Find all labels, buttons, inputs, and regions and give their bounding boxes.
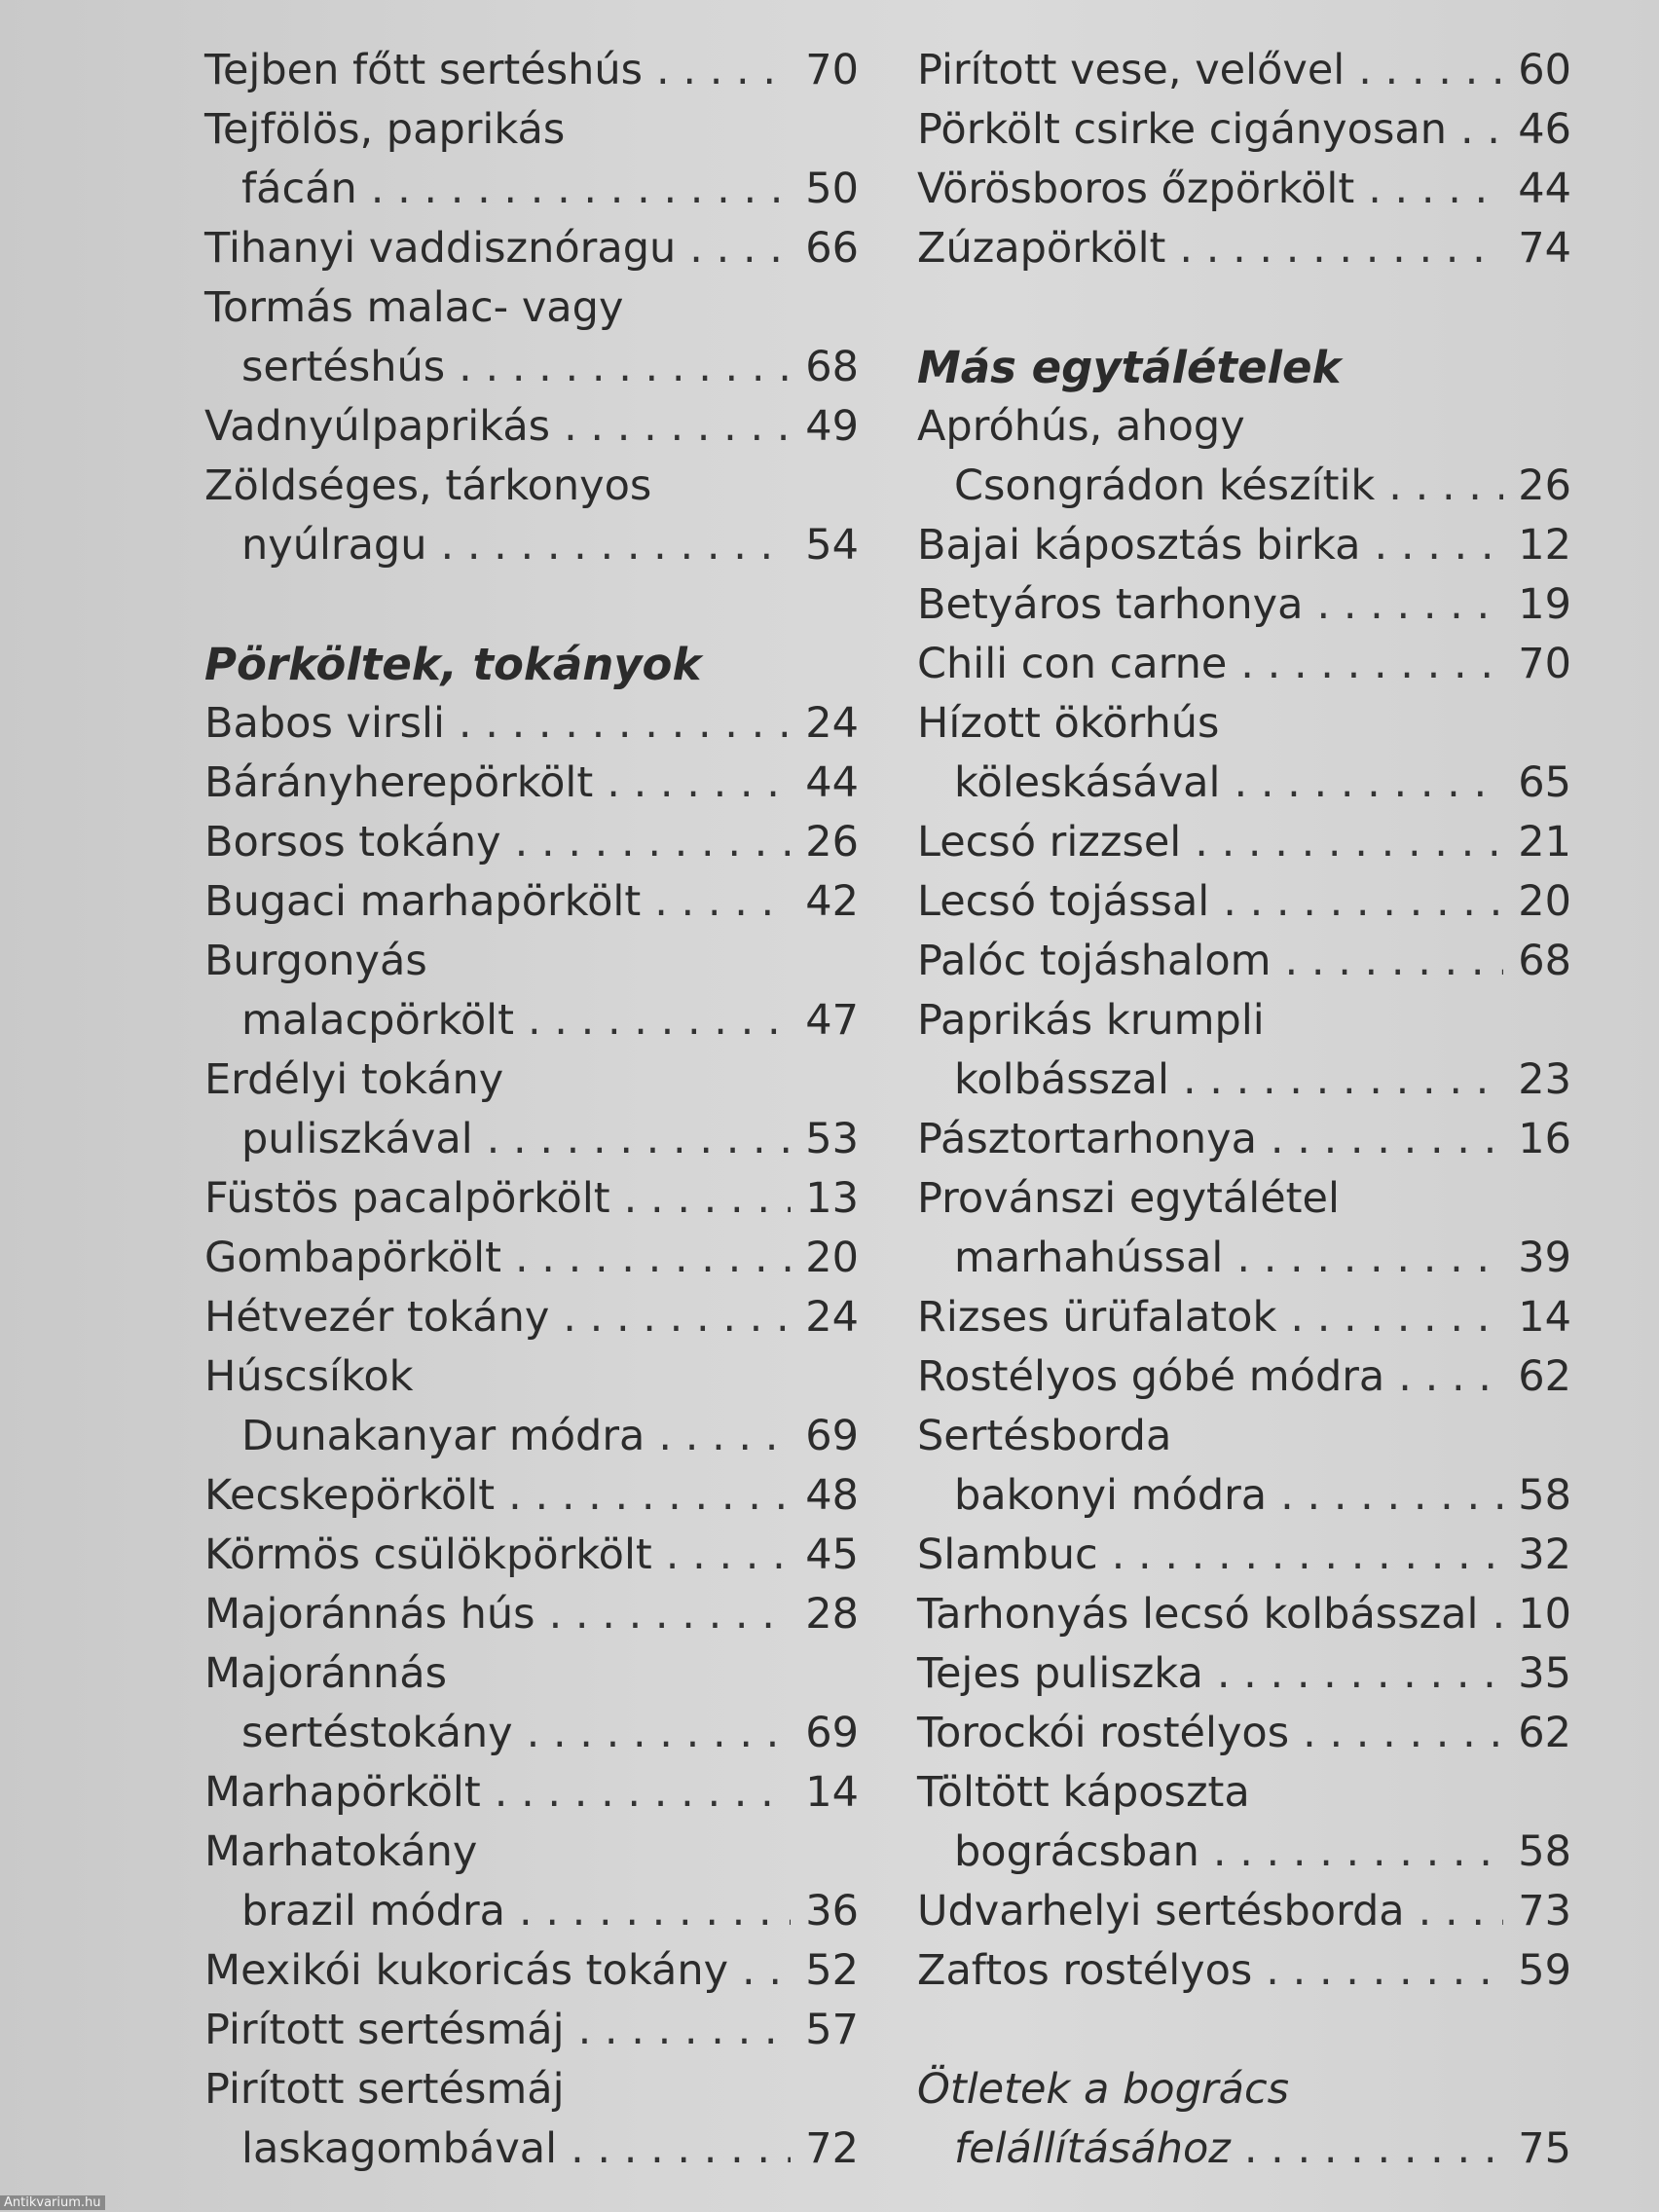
toc-entry [204,1526,859,1585]
entry-title: Burgonyás [204,937,427,985]
toc-entry [204,1169,859,1229]
entry-line [917,2120,1571,2179]
toc-entry [204,872,859,932]
entry-title: Pörkölt csirke cigányosan [917,105,1447,154]
dot-leader [571,2120,791,2179]
page-number: 36 [805,1887,859,1936]
entry-line [917,1823,1571,1882]
page-number: 52 [805,1946,859,1995]
entry-title: Rostélyos góbé módra [917,1352,1385,1401]
entry-line [204,2001,859,2060]
section-heading: Más egytálételek [917,342,1342,393]
toc-entry [204,457,859,575]
dot-leader [440,516,791,575]
entry-title: Borsos tokány [204,818,501,866]
page-number: 24 [805,699,859,748]
page-number: 32 [1518,1530,1571,1579]
page-number: 44 [805,758,859,807]
entry-title: Zúzapörkölt [917,224,1166,273]
entry-title: Torockói rostélyos [917,1709,1290,1757]
toc-entry [204,1763,859,1823]
toc-entry [917,1941,1571,2001]
dot-leader [1388,457,1503,516]
page-number: 44 [1518,165,1571,213]
page-number: 48 [805,1471,859,1520]
toc-entry [204,41,859,100]
entry-title: Pirított sertésmáj [204,2006,565,2054]
page-number: 59 [1518,1946,1571,1995]
entry-line [917,575,1571,635]
entry-title: Tormás malac- vagy [204,283,624,332]
page-number: 65 [1518,758,1571,807]
dot-leader [564,397,791,457]
dot-leader [1183,1051,1503,1110]
dot-leader [1240,635,1503,694]
page-number: 53 [805,1115,859,1163]
entry-title: Chili con carne [917,640,1228,688]
toc-entry [204,278,859,397]
entry-title: Tejben főtt sertéshús [204,46,644,94]
toc-column-left [204,41,859,2179]
entry-line [204,1526,859,1585]
toc-entry [204,397,859,457]
entry-title: Lecsó tojással [917,877,1210,926]
entry-title: Betyáros tarhonya [917,580,1304,629]
entry-title: Lecsó rizzsel [917,818,1182,866]
toc-entry [204,754,859,813]
page-number: 49 [805,402,859,451]
entry-title: Töltött káposzta [917,1768,1250,1817]
dot-leader [1213,1823,1503,1882]
toc-entry [204,1466,859,1526]
entry-title: bográcsban [954,1827,1199,1876]
entry-title: Palóc tojáshalom [917,937,1272,985]
entry-title: Paprikás krumpli [917,996,1265,1045]
entry-title: Babos virsli [204,699,445,748]
dot-leader [528,991,791,1051]
page-number: 42 [805,877,859,926]
entry-title: Slambuc [917,1530,1098,1579]
dot-leader [1236,1229,1503,1288]
entry-title: sertéstokány [241,1709,513,1757]
dot-leader [1266,1941,1503,2001]
page-number: 58 [1518,1827,1571,1876]
dot-leader [459,694,791,754]
dot-leader [515,813,791,872]
entry-line [204,991,859,1051]
dot-leader [1195,813,1503,872]
page-number: 50 [805,165,859,213]
toc-entry [204,2001,859,2060]
entry-line [917,754,1571,813]
dot-leader [578,2001,791,2060]
entry-title: malacpörkölt [241,996,514,1045]
entry-title: Zaftos rostélyos [917,1946,1253,1995]
dot-leader [689,219,791,278]
page-number: 20 [1518,877,1571,926]
entry-line [917,1763,1571,1823]
dot-leader [1285,932,1503,991]
toc-entry [204,1229,859,1288]
toc-entry [204,1644,859,1763]
entry-line [204,1407,859,1466]
entry-line [917,1882,1571,1941]
toc-entry [917,1704,1571,1763]
entry-line [204,1466,859,1526]
dot-leader [742,1941,791,2001]
dot-leader [549,1585,791,1644]
entry-line [204,457,859,516]
dot-leader [1368,160,1503,219]
entry-title: marhahússal [954,1234,1224,1282]
entry-title: Sertésborda [917,1412,1172,1460]
entry-title: Ötletek a bogrács [917,2065,1289,2114]
entry-title: sertéshús [241,343,446,391]
toc-entry [917,1526,1571,1585]
entry-line [204,872,859,932]
entry-title: Hízott ökörhús [917,699,1220,748]
entry-title: Marhatokány [204,1827,478,1876]
toc-entry [204,1941,859,2001]
entry-title: fácán [241,165,357,213]
entry-title: Gombapörkölt [204,1234,501,1282]
toc-entry [917,219,1571,278]
page-number: 23 [1518,1055,1571,1104]
page-number: 39 [1518,1234,1571,1282]
page-number: 45 [805,1530,859,1579]
entry-line [917,932,1571,991]
entry-line [204,397,859,457]
entry-title: Csongrádon készítik [954,461,1376,510]
dot-leader [495,1763,791,1823]
entry-title: Marhapörkölt [204,1768,481,1817]
page-number: 14 [1518,1293,1571,1342]
entry-title: Vörösboros őzpörkölt [917,165,1355,213]
entry-line [204,932,859,991]
toc-entry [917,1110,1571,1169]
toc-entry [204,1288,859,1347]
dot-leader [487,1110,791,1169]
toc-entry [204,1051,859,1169]
page-number: 69 [805,1709,859,1757]
dot-leader [656,41,791,100]
entry-line [204,1823,859,1882]
toc-entry [917,397,1571,516]
entry-line [204,100,859,160]
entry-line [204,1644,859,1704]
entry-title: Rizses ürüfalatok [917,1293,1277,1342]
entry-line [204,1882,859,1941]
page-number: 46 [1518,105,1571,154]
entry-title: Körmös csülökpörkölt [204,1530,652,1579]
page-number: 54 [805,521,859,570]
page-number: 26 [805,818,859,866]
entry-line [917,872,1571,932]
page-number: 69 [805,1412,859,1460]
page-number: 13 [805,1174,859,1223]
toc-entry [917,41,1571,100]
page-number: 24 [805,1293,859,1342]
entry-line [917,813,1571,872]
dot-leader [1234,754,1503,813]
toc-entry [917,1407,1571,1526]
toc-entry [917,1585,1571,1644]
dot-leader [658,1407,791,1466]
entry-line [204,160,859,219]
page-number: 47 [805,996,859,1045]
entry-line [204,1051,859,1110]
entry-line [917,991,1571,1051]
entry-line [204,694,859,754]
entry-title: Pirított sertésmáj [204,2065,565,2114]
entry-title: Udvarhelyi sertésborda [917,1887,1405,1936]
entry-line [204,516,859,575]
dot-leader [1280,1466,1503,1526]
dot-leader [527,1704,791,1763]
dot-leader [1179,219,1503,278]
entry-title: Tejes puliszka [917,1649,1203,1698]
entry-line [204,41,859,100]
entry-title: Vadnyúlpaprikás [204,402,551,451]
entry-title: Mexikói kukoricás tokány [204,1946,729,1995]
page-number: 19 [1518,580,1571,629]
dot-leader [624,1169,791,1229]
page-number: 75 [1518,2124,1571,2173]
dot-leader [1419,1882,1503,1941]
toc-entry [917,932,1571,991]
entry-title: bakonyi módra [954,1471,1268,1520]
dot-leader [1316,575,1503,635]
entry-title: Provánszi egytálétel [917,1174,1340,1223]
entry-line [917,1526,1571,1585]
section-gap [917,2001,1571,2060]
entry-line [917,516,1571,575]
page-number: 57 [805,2006,859,2054]
entry-line [204,1704,859,1763]
dot-leader [371,160,791,219]
entry-line [204,1585,859,1644]
entry-title: laskagombával [241,2124,558,2173]
dot-leader [654,872,791,932]
section-gap [917,278,1571,338]
entry-line [917,1110,1571,1169]
toc-entry [917,1347,1571,1407]
toc-entry [917,575,1571,635]
entry-title: Pirított vese, velővel [917,46,1346,94]
entry-line [917,1941,1571,2001]
entry-title: Bugaci marhapörkölt [204,877,642,926]
dot-leader [1290,1288,1503,1347]
entry-title: puliszkával [241,1115,473,1163]
page-number: 12 [1518,521,1571,570]
dot-leader [1223,872,1503,932]
page-number: 60 [1518,46,1571,94]
toc-entry [917,100,1571,160]
toc-entry [917,1169,1571,1288]
toc-entry [917,1644,1571,1704]
entry-line [204,1110,859,1169]
entry-line [204,754,859,813]
page-number: 68 [805,343,859,391]
entry-title: Húscsíkok [204,1352,414,1401]
toc-entry-italic [917,2060,1571,2179]
dot-leader [1460,100,1503,160]
entry-line [917,635,1571,694]
entry-title: nyúlragu [241,521,427,570]
entry-line [917,1585,1571,1644]
entry-title: Hétvezér tokány [204,1293,550,1342]
entry-line [917,1407,1571,1466]
entry-line [204,2120,859,2179]
entry-line [204,2060,859,2120]
dot-leader [666,1526,791,1585]
dot-leader [1244,2120,1503,2179]
entry-line [204,1763,859,1823]
page-number: 16 [1518,1115,1571,1163]
entry-line [204,278,859,338]
toc-entry [917,1288,1571,1347]
entry-title: Bárányherepörkölt [204,758,594,807]
toc-entry [917,813,1571,872]
dot-leader [1358,41,1503,100]
entry-line [204,338,859,397]
entry-line [204,1347,859,1407]
entry-line [204,1288,859,1347]
entry-line [204,813,859,872]
entry-line [204,1941,859,2001]
page-number: 58 [1518,1471,1571,1520]
entry-line [917,694,1571,754]
entry-title: kolbásszal [954,1055,1169,1104]
toc-entry [917,991,1571,1110]
entry-title: Dunakanyar módra [241,1412,645,1460]
entry-line [917,1229,1571,1288]
dot-leader [1375,516,1503,575]
entry-line [204,1169,859,1229]
watermark: Antikvarium.hu [0,2195,105,2210]
toc-entry [917,635,1571,694]
toc-entry [917,1763,1571,1882]
toc-entry [204,1823,859,1941]
entry-title: felállításához [954,2124,1231,2173]
page-number: 20 [805,1234,859,1282]
page-number: 74 [1518,224,1571,273]
toc-entry [917,694,1571,813]
page-number: 35 [1518,1649,1571,1698]
entry-line [917,2060,1571,2120]
toc-entry [204,100,859,219]
page-number: 66 [805,224,859,273]
page-number: 73 [1518,1887,1571,1936]
entry-title: Bajai káposztás birka [917,521,1361,570]
toc-entry [204,813,859,872]
dot-leader [1492,1585,1503,1644]
entry-line [917,1704,1571,1763]
entry-title: köleskásával [954,758,1221,807]
section-heading: Pörköltek, tokányok [204,639,702,690]
entry-title: brazil módra [241,1887,505,1936]
entry-title: Majoránnás hús [204,1590,535,1639]
page-number: 68 [1518,937,1571,985]
entry-title: Kecskepörkölt [204,1471,496,1520]
page-number: 14 [805,1768,859,1817]
toc-entry [204,219,859,278]
entry-title: Tihanyi vaddisznóragu [204,224,677,273]
entry-title: Erdélyi tokány [204,1055,504,1104]
toc-entry [204,2060,859,2179]
toc-entry [204,1347,859,1466]
page-number: 72 [805,2124,859,2173]
page-number: 26 [1518,461,1571,510]
entry-line [204,219,859,278]
toc-entry [204,932,859,1051]
dot-leader [1303,1704,1503,1763]
entry-title: Füstös pacalpörkölt [204,1174,610,1223]
dot-leader [508,1466,791,1526]
entry-title: Majoránnás [204,1649,447,1698]
entry-line [917,1051,1571,1110]
page-number: 70 [1518,640,1571,688]
dot-leader [519,1882,791,1941]
toc-entry [204,694,859,754]
page-number: 70 [805,46,859,94]
dot-leader [459,338,791,397]
entry-line [917,41,1571,100]
toc-column-right [917,41,1571,2179]
section-gap [204,575,859,635]
page-number: 10 [1518,1590,1571,1639]
page-number: 62 [1518,1709,1571,1757]
dot-leader [563,1288,791,1347]
dot-leader [1217,1644,1503,1704]
entry-title: Zöldséges, tárkonyos [204,461,652,510]
entry-line [917,1288,1571,1347]
entry-line [917,1169,1571,1229]
dot-leader [1398,1347,1503,1407]
dot-leader [515,1229,791,1288]
toc-entry [917,1882,1571,1941]
page-number: 28 [805,1590,859,1639]
dot-leader [1271,1110,1503,1169]
entry-title: Tejfölös, paprikás [204,105,566,154]
toc-entry [917,872,1571,932]
entry-line [917,457,1571,516]
toc-entry [204,1585,859,1644]
page-number: 62 [1518,1352,1571,1401]
entry-line [917,219,1571,278]
entry-title: Pásztortarhonya [917,1115,1257,1163]
toc-entry [917,516,1571,575]
entry-title: Tarhonyás lecsó kolbásszal [917,1590,1479,1639]
dot-leader [1112,1526,1503,1585]
entry-line [917,1466,1571,1526]
entry-line [917,397,1571,457]
entry-line [204,1229,859,1288]
dot-leader [607,754,791,813]
toc-entry [917,160,1571,219]
entry-line [917,100,1571,160]
entry-line [917,1347,1571,1407]
entry-line [917,1644,1571,1704]
page-number: 21 [1518,818,1571,866]
entry-line [917,160,1571,219]
entry-title: Apróhús, ahogy [917,402,1245,451]
